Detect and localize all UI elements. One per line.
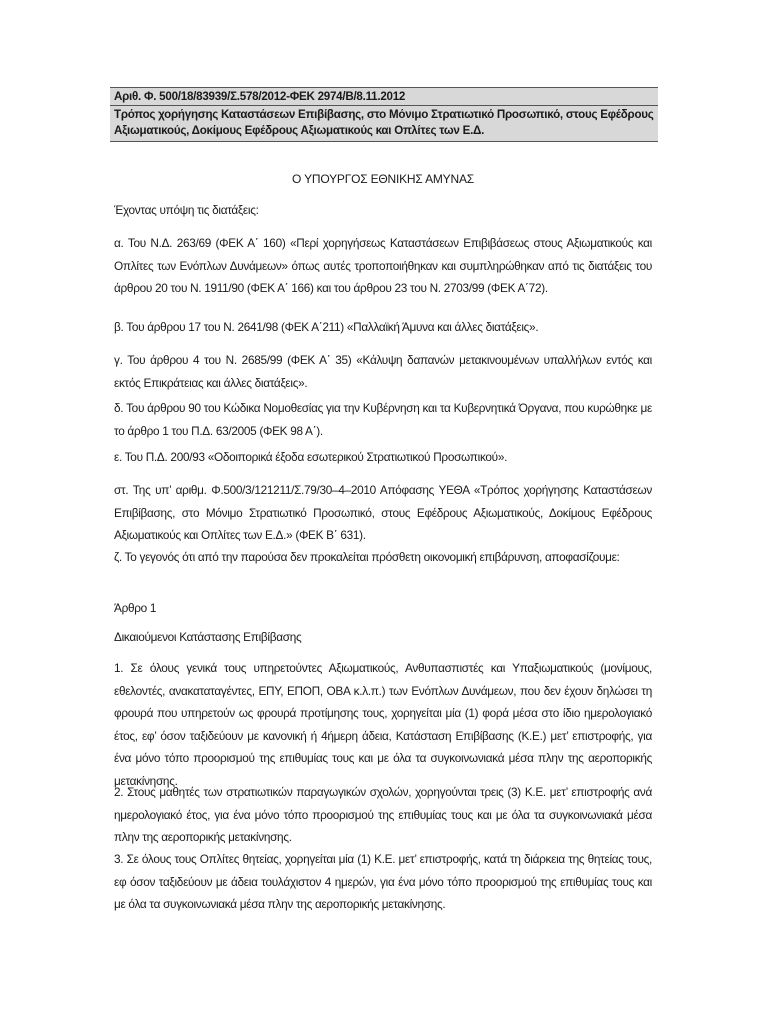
article-title: Άρθρο 1	[114, 601, 157, 615]
item-a-paragraph: α. Του Ν.Δ. 263/69 (ΦΕΚ Α΄ 160) «Περί χορηγήσεως Καταστάσεων Επιβιβάσεως στους Αξιωματικούς και Οπλίτες των Ενόπλων Δυνάμεων» όπως αυτές τροποποιήθηκαν και συμπληρώθηκαν από τις διατάξεις του άρθρου 20 του Ν. 1911/90 (ΦΕΚ Α΄ 166) και του άρθρου 23 του Ν. 2703/99 (ΦΕΚ Α΄72).	[114, 236, 652, 295]
item-b-paragraph: β. Του άρθρου 17 του Ν. 2641/98 (ΦΕΚ Α΄211) «Παλλαϊκή Άμυνα και άλλες διατάξεις».	[114, 320, 539, 334]
intro-paragraph: Έχοντας υπόψη τις διατάξεις:	[114, 203, 259, 217]
header-box	[110, 87, 658, 142]
article-paragraph-3: 3. Σε όλους τους Οπλίτες θητείας, χορηγείται μία (1) Κ.Ε. μετ’ επιστροφής, κατά τη διάρκεια της θητείας τους, εφ όσον ταξιδεύουν με άδεια τουλάχιστον 4 ημερών, για ένα μόνο τόπο προορισμού της επιθυμίας τους και με όλα τα συγκοινωνιακά μέσα πλην της αεροπορικής μετακίνησης.	[114, 852, 652, 911]
reference-number: Αριθ. Φ. 500/18/83939/Σ.578/2012-ΦΕΚ 2974/Β/8.11.2012	[110, 88, 658, 106]
article-subtitle: Δικαιούμενοι Κατάστασης Επιβίβασης	[114, 630, 302, 644]
article-paragraph-1: 1. Σε όλους γενικά τους υπηρετούντες Αξιωματικούς, Ανθυπασπιστές και Υπαξιωματικούς (μονίμους, εθελοντές, ανακαταταγέντες, ΕΠΥ, ΕΠΟΠ, ΟΒΑ κ.λ.π.) των Ενόπλων Δυνάμεων, που δεν έχουν δηλώσει τη φρουρά που υπηρετούν ως φρουρά προτίμησης τους, χορηγείται μία (1) φορά μέσα στο ίδιο ημερολογιακό έτος, εφ’ όσον ταξιδεύουν με κανονική ή 4ήμερη άδεια, Κατάσταση Επιβίβασης (Κ.Ε.) μετ’ επιστροφής, για ένα μόνο τόπο προορισμού της επιθυμίας τους και με όλα τα συγκοινωνιακά μέσα πλην της αεροπορικής μετακίνησης.	[114, 661, 652, 788]
document-title: Τρόπος χορήγησης Καταστάσεων Επιβίβασης, στο Μόνιμο Στρατιωτικό Προσωπικό, στους Εφέδρους Αξιωματικούς, Δοκίμους Εφέδρους Αξιωματικούς και Οπλίτες των Ε.Δ.	[114, 108, 654, 137]
item-c-paragraph: γ. Του άρθρου 4 του Ν. 2685/99 (ΦΕΚ Α΄ 35) «Κάλυψη δαπανών μετακινουμένων υπαλλήλων εντός και εκτός Επικράτειας και άλλες διατάξεις».	[114, 353, 652, 390]
minister-heading: Ο ΥΠΟΥΡΓΟΣ ΕΘΝΙΚΗΣ ΑΜΥΝΑΣ	[292, 172, 474, 186]
item-d-paragraph: δ. Του άρθρου 90 του Κώδικα Νομοθεσίας για την Κυβέρνηση και τα Κυβερνητικά Όργανα, που κυρώθηκε με το άρθρο 1 του Π.Δ. 63/2005 (ΦΕΚ 98 Α΄).	[114, 401, 652, 438]
item-e-paragraph: ε. Του Π.Δ. 200/93 «Οδοιπορικά έξοδα εσωτερικού Στρατιωτικού Προσωπικού».	[114, 450, 508, 464]
item-z-paragraph: ζ. Το γεγονός ότι από την παρούσα δεν προκαλείται πρόσθετη οικονομική επιβάρυνση, αποφασίζουμε:	[114, 550, 620, 564]
item-st-paragraph: στ. Της υπ’ αριθμ. Φ.500/3/121211/Σ.79/30–4–2010 Απόφασης ΥΕΘΑ «Τρόπος χορήγησης Καταστάσεων Επιβίβασης, στο Μόνιμο Στρατιωτικό Προσωπικό, στους Εφέδρους Αξιωματικούς, Δοκίμους Εφέδρους Αξιωματικούς και Οπλίτες των Ε.Δ.» (ΦΕΚ Β΄ 631).	[114, 483, 652, 542]
article-paragraph-2: 2. Στους μαθητές των στρατιωτικών παραγωγικών σχολών, χορηγούνται τρεις (3) Κ.Ε. μετ’ επιστροφής ανά ημερολογιακό έτος, για ένα μόνο τόπο προορισμού της επιθυμίας τους και με όλα τα συγκοινωνιακά μέσα πλην της αεροπορικής μετακίνησης.	[114, 785, 652, 844]
